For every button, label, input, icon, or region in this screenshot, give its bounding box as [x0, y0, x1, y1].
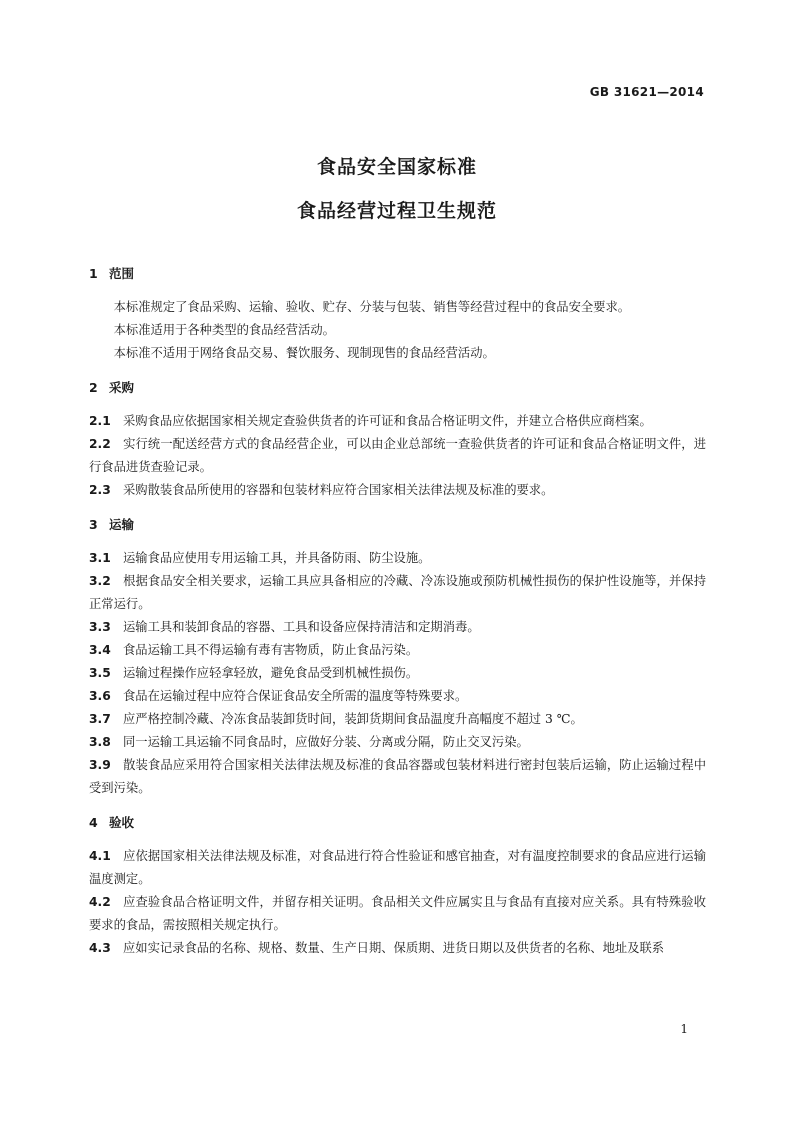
clause-text: 食品运输工具不得运输有毒有害物质，防止食品污染。 — [123, 643, 419, 657]
clause-text: 运输食品应使用专用运输工具，并具备防雨、防尘设施。 — [123, 551, 431, 565]
section-title: 范围 — [109, 266, 135, 281]
clause-number: 3.8 — [89, 735, 111, 749]
clause-number: 4.3 — [89, 941, 111, 955]
clause-number: 3.5 — [89, 666, 111, 680]
clause-text: 应严格控制冷藏、冷冻食品装卸货时间，装卸货期间食品温度升高幅度不超过 3 ℃。 — [123, 712, 583, 726]
paragraph: 本标准不适用于网络食品交易、餐饮服务、现制现售的食品经营活动。 — [113, 346, 495, 360]
clause-item — [89, 616, 706, 639]
section-number: 4 — [89, 815, 98, 830]
clause-item — [89, 754, 706, 800]
clause-number: 3.3 — [89, 620, 111, 634]
clause-text: 散装食品应采用符合国家相关法律法规及标准的食品容器或包装材料进行密封包装后运输，防止运输过程中受到污染。 — [89, 758, 706, 795]
clause-text: 食品在运输过程中应符合保证食品安全所需的温度等特殊要求。 — [123, 689, 468, 703]
clause-item — [89, 685, 706, 708]
clause-text: 应如实记录食品的名称、规格、数量、生产日期、保质期、进货日期以及供货者的名称、地址及联系 — [123, 941, 665, 955]
standard-code: GB 31621—2014 — [589, 85, 704, 99]
clause-item — [89, 731, 706, 754]
clause-number: 3.6 — [89, 689, 111, 703]
clause-text: 应查验食品合格证明文件，并留存相关证明。食品相关文件应属实且与食品有直接对应关系。具有特殊验收要求的食品，需按照相关规定执行。 — [89, 895, 706, 932]
clause-item — [89, 570, 706, 616]
clause-text: 根据食品安全相关要求，运输工具应具备相应的冷藏、冷冻设施或预防机械性损伤的保护性设施等，并保持正常运行。 — [89, 574, 706, 611]
document-title-line1: 食品安全国家标准 — [316, 156, 477, 178]
page-number: 1 — [680, 1022, 688, 1036]
clause-number: 3.7 — [89, 712, 111, 726]
section-heading — [89, 513, 706, 536]
clause-text: 运输工具和装卸食品的容器、工具和设备应保持清洁和定期消毒。 — [123, 620, 480, 634]
clause-number: 3.2 — [89, 574, 111, 588]
section-title: 采购 — [109, 380, 135, 395]
clause-text: 同一运输工具运输不同食品时，应做好分装、分离或分隔，防止交叉污染。 — [123, 735, 529, 749]
clause-text: 实行统一配送经营方式的食品经营企业，可以由企业总部统一查验供货者的许可证和食品合格证明文件，进行食品进货查验记录。 — [89, 437, 706, 474]
section-number: 1 — [89, 266, 98, 281]
document-title-line2: 食品经营过程卫生规范 — [296, 200, 497, 222]
clause-text: 应依据国家相关法律法规及标准，对食品进行符合性验证和感官抽查，对有温度控制要求的食品应进行运输温度测定。 — [89, 849, 706, 886]
clause-number: 2.2 — [89, 437, 111, 451]
section-heading — [89, 376, 706, 399]
clause-item — [89, 433, 706, 479]
clause-item — [89, 845, 706, 891]
paragraph: 本标准规定了食品采购、运输、验收、贮存、分装与包装、销售等经营过程中的食品安全要求。 — [113, 300, 631, 314]
clause-item — [89, 410, 706, 433]
section-number: 2 — [89, 380, 98, 395]
clause-item — [89, 937, 706, 960]
section-number: 3 — [89, 517, 98, 532]
clause-number: 3.9 — [89, 758, 111, 772]
clause-item — [89, 662, 706, 685]
document-body — [89, 262, 706, 960]
paragraph: 本标准适用于各种类型的食品经营活动。 — [113, 323, 335, 337]
clause-text: 运输过程操作应轻拿轻放，避免食品受到机械性损伤。 — [123, 666, 419, 680]
clause-number: 3.1 — [89, 551, 111, 565]
section-heading — [89, 262, 706, 285]
clause-item — [89, 547, 706, 570]
clause-number: 2.1 — [89, 414, 111, 428]
clause-number: 3.4 — [89, 643, 111, 657]
clause-item — [89, 479, 706, 502]
clause-item — [89, 891, 706, 937]
clause-number: 2.3 — [89, 483, 111, 497]
clause-text: 采购食品应依据国家相关规定查验供货者的许可证和食品合格证明文件，并建立合格供应商档案。 — [123, 414, 652, 428]
clause-text: 采购散装食品所使用的容器和包装材料应符合国家相关法律法规及标准的要求。 — [123, 483, 554, 497]
section-title: 运输 — [109, 517, 135, 532]
section-heading — [89, 811, 706, 834]
section-title: 验收 — [109, 815, 135, 830]
clause-number: 4.2 — [89, 895, 111, 909]
clause-item — [89, 708, 706, 731]
clause-item — [89, 639, 706, 662]
clause-number: 4.1 — [89, 849, 111, 863]
